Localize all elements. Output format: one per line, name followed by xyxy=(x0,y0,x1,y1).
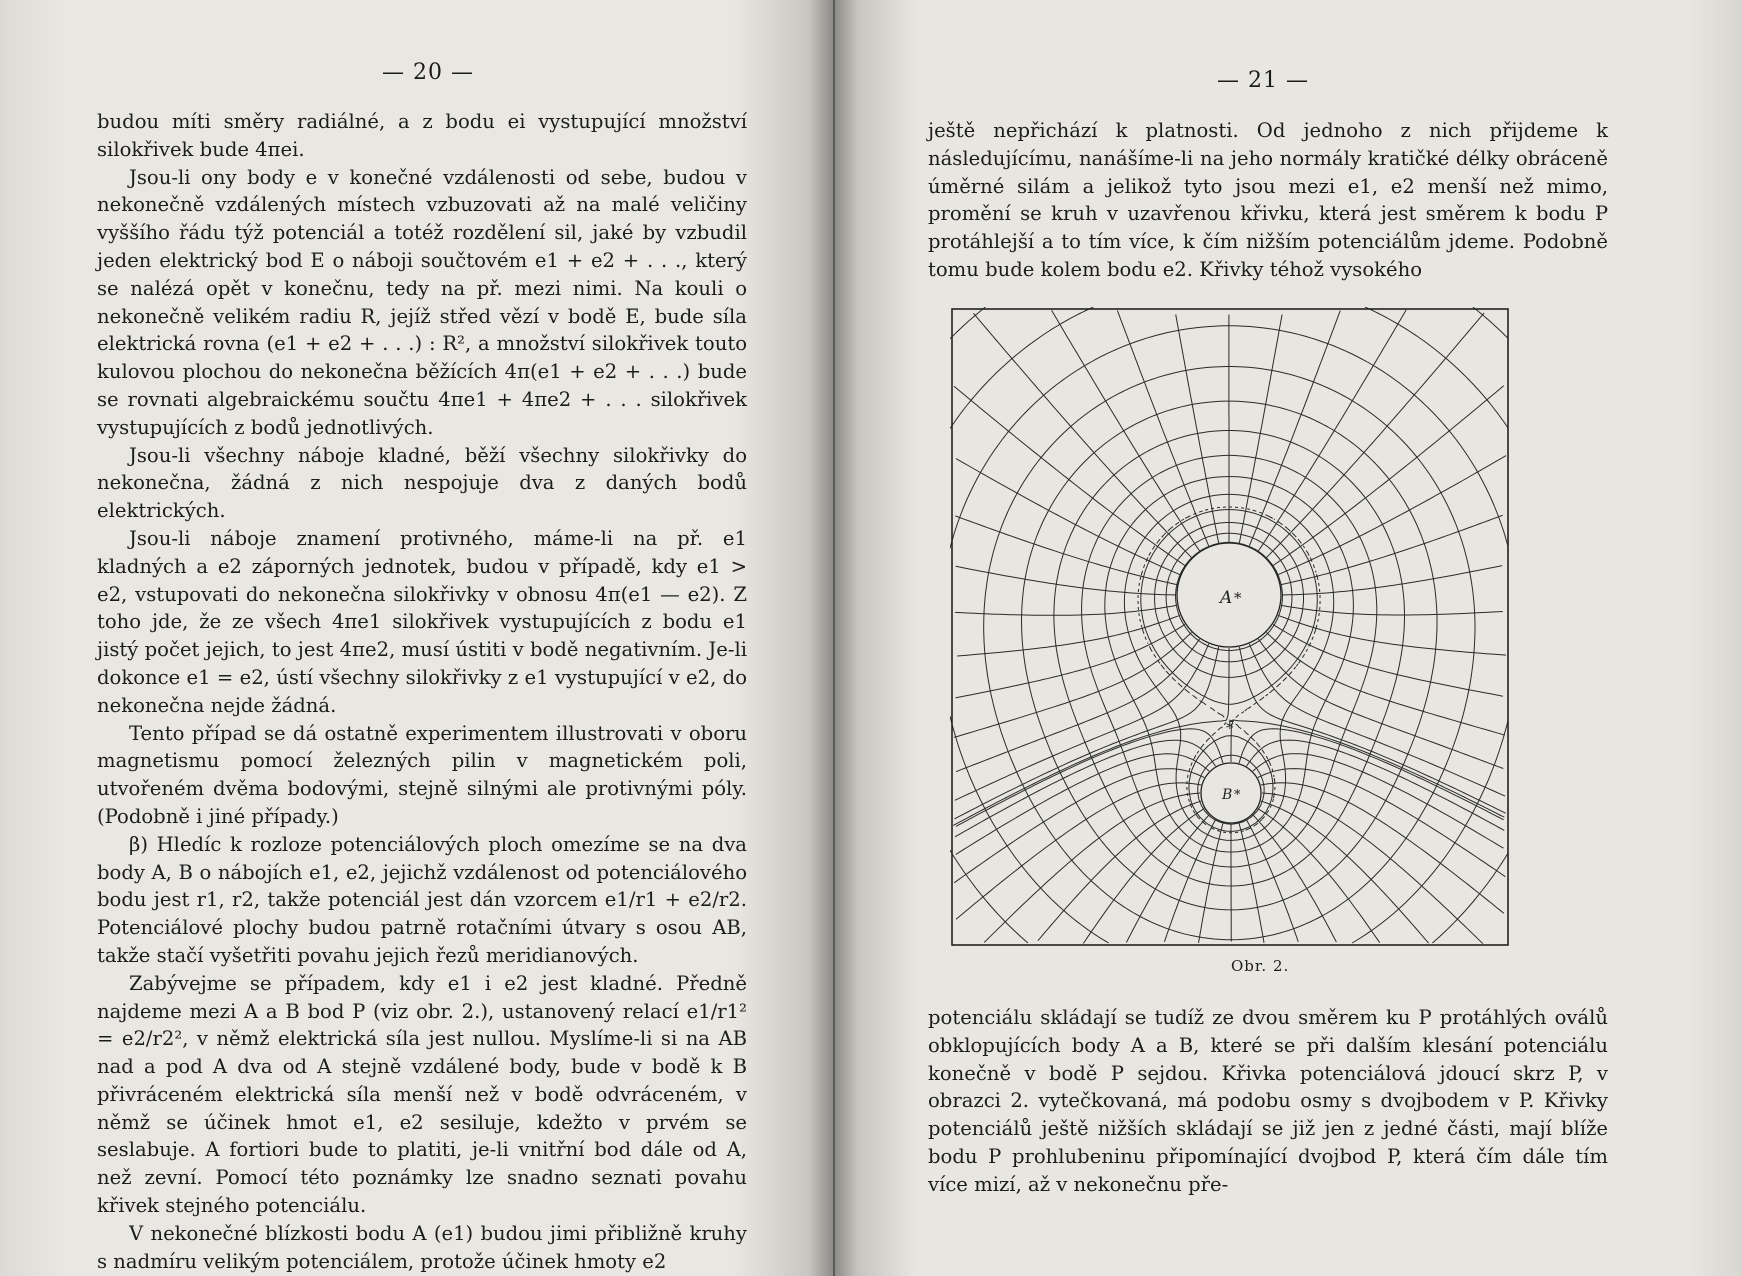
figure-curve xyxy=(1267,633,1505,736)
figure-curve xyxy=(1281,515,1503,585)
figure-curve xyxy=(1278,456,1506,575)
figure-curve xyxy=(1278,615,1506,655)
figure-label-b: B xyxy=(1222,787,1233,803)
figure-curve xyxy=(1199,823,1224,943)
paragraph: potenciálu skládají se tudíž ze dvou směrem ku P protáhlých oválů obklopujících body A a B, které se při dalším klesání potenciálu konečně v bodě P sejdou. Křivka potenciálová jdoucí skrz P, v obrazci 2. vytečkovaná, má podobu osmy s dvojbodem v P. Křivky potenciálů ještě nižších skládají se již jen z jedné části, mají blíže bodu P prohlubeninu připomínající dvojbod P, která čím dále tím více mizí, až v nekonečnu pře- xyxy=(928,1006,1608,1196)
figure-curve xyxy=(1117,311,1208,546)
equipotential-figure xyxy=(950,307,1510,947)
figure-curve xyxy=(1239,729,1504,820)
figure-curve xyxy=(973,313,1191,557)
figure-curve xyxy=(1273,386,1504,566)
figure-caption: Obr. 2. xyxy=(1231,957,1290,975)
figure-curve xyxy=(1258,809,1380,943)
paragraph: β) Hledíc k rozloze potenciálových ploch omezíme se na dva body A, B o nábojích e1, e2, jejichž vzdálenost od potenciálového bodu jest r1, r2, takže potenciál jest dán vzorcem e1/r1 + e2/r2. Potenciálové plochy budou patrně rotačními útvary s osou AB, takže stačí vyšetřiti povahu jejich řezů meridianových. xyxy=(97,832,747,967)
paragraph: budou míti směry radiálné, a z bodu ei vystupující množství silokřivek bude 4πei. xyxy=(97,110,747,161)
figure-curve xyxy=(1239,647,1505,813)
figure-curve xyxy=(1261,801,1429,943)
figure-curve xyxy=(957,615,1180,656)
figure-curve xyxy=(1267,313,1485,558)
figure-curve xyxy=(1052,310,1200,551)
figure-curve xyxy=(1126,815,1209,943)
figure-curve xyxy=(1273,624,1503,696)
figure-curve xyxy=(1038,801,1201,941)
paragraph: Tento případ se dá ostatně experimentem illustrovati v oboru magnetismu pomocí železných pilin v magnetickém poli, utvořeném dvěma bodovými, stejně silnými ale protivnými póly. (Podobně i jiné případy.) xyxy=(97,721,747,828)
figure-curve xyxy=(954,633,1191,738)
figure-curve xyxy=(956,639,1200,772)
figure-curve xyxy=(1258,769,1506,877)
figure-curve xyxy=(1176,315,1219,544)
figure-curve xyxy=(1239,823,1264,943)
left-page xyxy=(0,0,833,1276)
figure-curve xyxy=(956,459,1180,575)
figure-curve xyxy=(1239,315,1282,544)
figure-curve xyxy=(1258,639,1503,768)
figure-label-a: A xyxy=(1220,588,1233,608)
figure-point-b: * xyxy=(1234,788,1241,803)
right-page xyxy=(835,0,1742,1276)
paragraph: V nekonečné blízkosti bodu A (e1) budou jimi přibližně kruhy s nadmíru velikým potenciálem, protože účinek hmoty e2 xyxy=(97,1221,747,1273)
figure-curve xyxy=(954,647,1218,819)
paragraph: Zabývejme se případem, kdy e1 i e2 jest kladné. Předně najdeme mezi A a B bod P (viz obr. 2.), ustanovený relací e1/r1² = e2/r2², v němž elektrická síla jest nullou. Myslíme-li si na AB nad a pod A dva od A stejně vzdálené body, bude v bodě k B přivráceném elektrická síla menší než v bodě odvráceném, v němž se účinek hmot e1, e2 sesiluje, kdežto v prvém se seslabuje. A fortiori bude to platiti, je-li vnitřní bod dále od A, než zevní. Pomocí této poznámky lze snadno seznati povahu křivek stejného potenciálu. xyxy=(97,971,747,1218)
figure-curve xyxy=(953,648,1229,825)
figure-curve xyxy=(1249,644,1505,796)
figure-point-p: * xyxy=(1226,719,1234,737)
figure-curve xyxy=(1249,311,1340,547)
figure-curve xyxy=(1281,605,1503,615)
figure-curve xyxy=(1253,815,1337,942)
right-text-bottom xyxy=(928,1004,1608,1199)
figure-curve xyxy=(955,605,1177,615)
left-text-block xyxy=(97,108,747,1275)
page-number-left: — 20 — xyxy=(382,60,474,85)
paragraph: ještě nepřichází k platnosti. Od jednoho z nich přijdeme k následujícímu, nanášíme-li na jeho normály kratičké délky obráceně úměrné silám a jelikož tyto jsou mezi e1, e2 menší než mimo, promění se kruh v uzavřenou křivku, která jest směrem k bodu P protáhlejší a to tím více, k čím nižším potenciálům jdeme. Podobně tomu bude kolem bodu e2. Křivky téhož vysokého xyxy=(928,119,1608,281)
page-number-right: — 21 — xyxy=(1217,68,1309,93)
right-text-top xyxy=(928,117,1608,284)
paragraph: Jsou-li ony body e v konečné vzdálenosti od sebe, budou v nekonečně vzdálených místech vzbuzovati až na malé veličiny vyššího řádu týž potenciál a totéž rozdělení sil, jaké by vzbudil jeden elektrický bod E o náboji součtovém e1 + e2 + . . ., který se nalézá opět v konečnu, tedy na př. mezi nimi. Na kouli o nekonečně velikém radiu R, jejíž střed vězí v bodě E, bude síla elektrická rovna (e1 + e2 + . . .) : R², a množství silokřivek touto kulovou plochou do nekonečna běžících 4π(e1 + e2 + . . .) bude se rovnati algebraickému součtu 4πe1 + 4πe2 + . . . silokřivek vystupujících z bodů jednotlivých. xyxy=(97,165,747,439)
paragraph: Jsou-li všechny náboje kladné, běží všechny silokřivky do nekonečna, žádná z nich nespojuje dva z daných bodů elektrických. xyxy=(97,443,747,523)
figure-point-a: * xyxy=(1234,589,1242,607)
paragraph: Jsou-li náboje znamení protivného, máme-li na př. e1 kladných a e2 záporných jednotek, budou v případě, kdy e1 > e2, vstupovati do nekonečna silokřivky v obnosu 4π(e1 — e2). Z toho jde, že ze všech 4πe1 silokřivek vystupujících z bodu e1 jistý počet jejich, to jest 4πe2, musí ústiti v bodě negativním. Je-li dokonce e1 = e2, ústí všechny silokřivky z e1 vystupující v e2, do nekonečna nejde žádná. xyxy=(97,526,747,717)
